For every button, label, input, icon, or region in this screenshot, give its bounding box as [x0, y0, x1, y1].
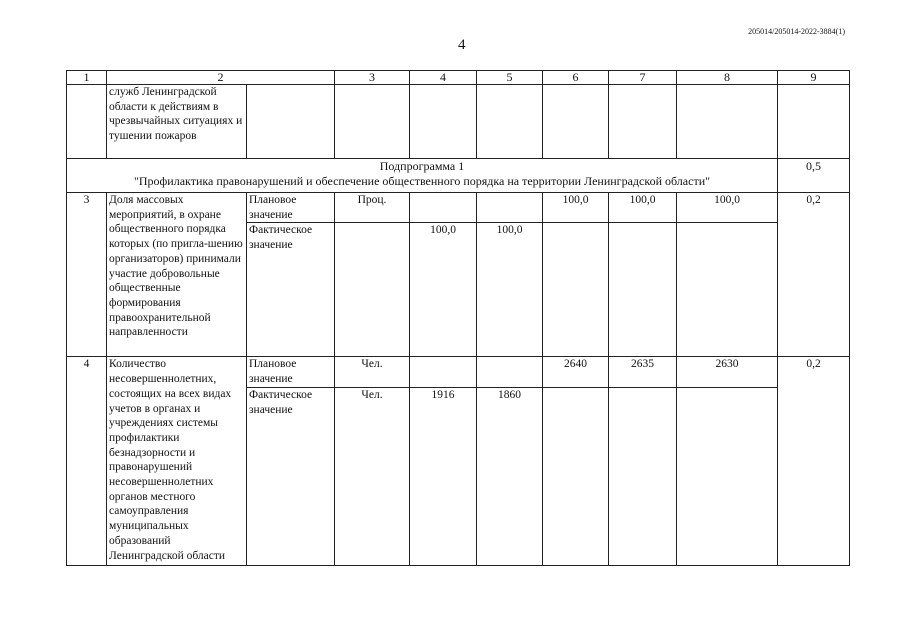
value-cell	[609, 387, 677, 565]
indicator-text: служб Ленинградской области к действиям в чрезвычайных ситуациях и тушении пожаров	[107, 85, 247, 159]
plan-label: Плановое значение	[247, 193, 335, 223]
header-cell: 7	[609, 71, 677, 85]
indicators-table	[66, 70, 850, 566]
header-cell: 9	[778, 71, 850, 85]
row-number: 4	[67, 357, 107, 565]
subprogram-heading	[67, 159, 778, 193]
header-cell: 6	[543, 71, 609, 85]
table-header-row	[67, 71, 850, 85]
plan-label: Плановое значение	[247, 357, 335, 387]
unit-cell: Проц.	[335, 193, 410, 223]
value-cell: 1860	[477, 387, 543, 565]
table-row	[67, 193, 850, 223]
value-cell: 100,0	[677, 193, 778, 223]
value-cell: 2630	[677, 357, 778, 387]
page-number: 4	[458, 37, 466, 53]
header-cell: 2	[107, 71, 335, 85]
value-cell	[477, 357, 543, 387]
unit-cell	[335, 223, 410, 357]
subprogram-row	[67, 159, 850, 193]
row-number: 3	[67, 193, 107, 357]
value-cell: 100,0	[477, 223, 543, 357]
subprogram-title: Подпрограмма 1	[379, 159, 465, 173]
header-cell: 4	[410, 71, 477, 85]
header-cell: 8	[677, 71, 778, 85]
value-cell	[410, 357, 477, 387]
subprogram-weight: 0,5	[778, 159, 850, 193]
weight-cell: 0,2	[778, 357, 850, 565]
value-cell: 100,0	[410, 223, 477, 357]
value-cell: 2635	[609, 357, 677, 387]
value-cell	[677, 223, 778, 357]
value-cell: 2640	[543, 357, 609, 387]
header-cell: 1	[67, 71, 107, 85]
value-cell: 100,0	[609, 193, 677, 223]
document-code: 205014/205014-2022-3884(1)	[748, 27, 845, 36]
fact-label: Фактическое значение	[247, 223, 335, 357]
value-cell: 1916	[410, 387, 477, 565]
weight-cell: 0,2	[778, 193, 850, 357]
unit-cell: Чел.	[335, 387, 410, 565]
indicator-text: Доля массовых мероприятий, в охране общественного порядка которых (по пригла-шению организаторов) принимали участие добровольные общественные формирования правоохранительной направленности	[107, 193, 247, 357]
value-cell	[410, 193, 477, 223]
value-cell	[543, 223, 609, 357]
header-cell: 5	[477, 71, 543, 85]
value-cell	[477, 193, 543, 223]
value-cell	[609, 223, 677, 357]
unit-cell: Чел.	[335, 357, 410, 387]
value-cell	[543, 387, 609, 565]
table-row	[67, 357, 850, 387]
indicator-text: Количество несовершеннолетних, состоящих на всех видах учетов в органах и учреждениях системы профилактики безнадзорности и правонарушений несовершеннолетних органов местного самоуправления муниципальных образований Ленинградской области	[107, 357, 247, 565]
header-cell: 3	[335, 71, 410, 85]
fact-label: Фактическое значение	[247, 387, 335, 565]
value-cell: 100,0	[543, 193, 609, 223]
value-cell	[677, 387, 778, 565]
table-row-carryover	[67, 85, 850, 159]
subprogram-name: "Профилактика правонарушений и обеспечение общественного порядка на территории Ленинградской области"	[133, 173, 711, 188]
